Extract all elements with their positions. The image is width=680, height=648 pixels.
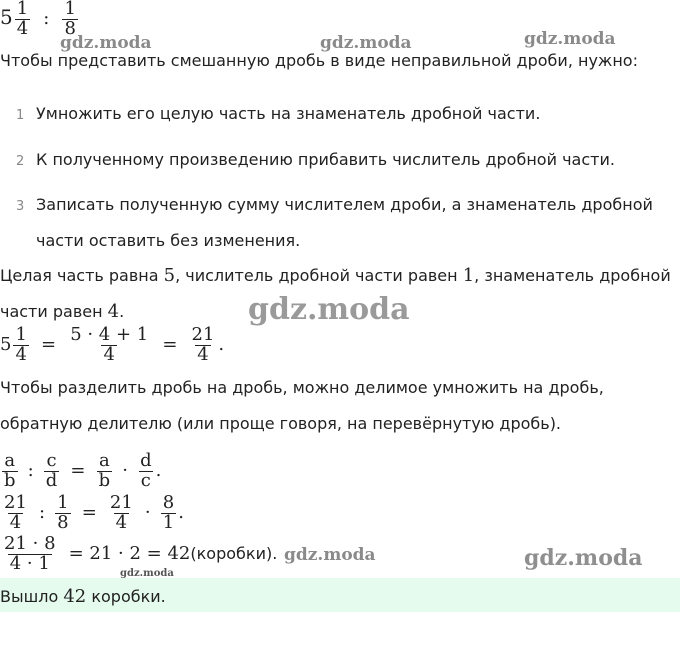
problem-whole: 5	[0, 4, 13, 29]
fraction-result	[190, 326, 217, 365]
rule-line-1: Чтобы разделить дробь на дробь, можно делимое умножить на дробь,	[0, 378, 604, 397]
numerator: 1	[15, 324, 27, 345]
list-text: Записать полученную сумму числителем дроби, а знаменатель дробной	[36, 195, 653, 214]
text: Целая часть равна	[0, 266, 164, 285]
list-text: Умножить его целую часть на знаменатель дробной части.	[36, 104, 541, 123]
fraction-d-c	[138, 452, 154, 491]
equals-sign: =	[41, 333, 57, 355]
denominator: 8	[64, 17, 76, 39]
watermark: gdz.moda	[524, 29, 616, 49]
fraction	[2, 535, 58, 574]
fraction	[161, 494, 176, 533]
watermark: gdz.moda	[120, 568, 174, 579]
calc-result: = 21 · 2 = 42	[68, 542, 191, 564]
denominator: 4	[103, 343, 115, 365]
text: Вышло	[0, 587, 64, 606]
text: коробки.	[86, 587, 166, 606]
list-item	[0, 150, 615, 169]
denominator: d	[45, 469, 58, 491]
list-text-continued: части оставить без изменения.	[36, 231, 301, 250]
denominator: c	[140, 469, 151, 491]
period: .	[178, 501, 184, 523]
colon: :	[27, 459, 34, 481]
general-formula	[0, 452, 161, 491]
value-whole: 5	[163, 265, 176, 286]
denominator: 4	[115, 511, 128, 533]
denominator: 4	[16, 17, 29, 39]
denominator: 8	[57, 511, 69, 533]
value-numerator: 1	[462, 265, 475, 286]
numerator: 1	[64, 0, 76, 19]
list-number: 3	[16, 199, 25, 214]
watermark: gdz.moda	[248, 292, 410, 327]
watermark: gdz.moda	[284, 545, 376, 565]
whole: 5	[0, 333, 12, 355]
answer-box	[0, 578, 680, 612]
fraction	[2, 494, 29, 533]
fraction-a-b	[2, 452, 18, 491]
list-item	[0, 104, 540, 123]
colon: :	[43, 7, 50, 29]
explanation-line-2	[0, 301, 124, 322]
multiply-sign: ·	[144, 501, 151, 523]
numerator: a	[4, 450, 16, 471]
watermark: gdz.moda	[524, 545, 643, 571]
conversion-equation	[0, 326, 224, 365]
numerator: 21	[4, 492, 27, 513]
equals-sign: =	[70, 459, 86, 481]
period: .	[218, 333, 225, 355]
watermark: gdz.moda	[320, 33, 412, 53]
multiply-sign: ·	[122, 459, 128, 481]
list-number: 1	[16, 108, 25, 123]
text: части равен	[0, 302, 108, 321]
numerator: 21 · 8	[4, 533, 56, 554]
watermark: gdz.moda	[60, 33, 152, 53]
unit-label: (коробки).	[190, 543, 278, 563]
fraction	[13, 326, 28, 365]
denominator: 4 · 1	[9, 552, 50, 574]
colon: :	[39, 501, 46, 523]
denominator: b	[98, 469, 111, 491]
problem-fraction-1	[15, 0, 30, 39]
fraction-c-d	[44, 452, 60, 491]
denominator: 1	[162, 511, 175, 533]
fraction-expression	[68, 326, 150, 365]
text: , числитель дробной части равен	[175, 266, 463, 285]
denominator: 4	[197, 343, 209, 365]
fraction-a-b	[97, 452, 113, 491]
equals-sign: =	[81, 501, 97, 523]
list-text: К полученному произведению прибавить числитель дробной части.	[36, 150, 615, 169]
list-item	[0, 195, 653, 214]
fraction	[55, 494, 70, 533]
period: .	[155, 459, 162, 481]
numerator: d	[140, 450, 152, 471]
numerator: c	[46, 450, 57, 471]
division-equation	[0, 494, 184, 533]
numerator: a	[99, 450, 110, 471]
numerator: 21	[109, 492, 133, 513]
numerator: 8	[162, 492, 175, 513]
numerator: 21	[191, 324, 215, 345]
answer-value: 42	[63, 586, 87, 607]
value-denominator: 4	[107, 301, 120, 322]
denominator: 4	[9, 511, 22, 533]
denominator: b	[4, 469, 16, 491]
text: , знаменатель дробной	[474, 266, 671, 285]
explanation-line-1	[0, 265, 671, 286]
numerator: 5 · 4 + 1	[70, 324, 149, 345]
numerator: 1	[57, 492, 69, 513]
numerator: 1	[16, 0, 29, 19]
denominator: 4	[15, 343, 27, 365]
rule-line-2: обратную делителю (или проще говоря, на перевёрнутую дробь).	[0, 414, 562, 433]
equals-sign: =	[162, 333, 178, 355]
intro-text: Чтобы представить смешанную дробь в виде неправильной дроби, нужно:	[0, 51, 638, 70]
answer-text	[0, 586, 166, 607]
fraction	[108, 494, 135, 533]
list-number: 2	[16, 154, 25, 169]
text: .	[119, 302, 125, 321]
